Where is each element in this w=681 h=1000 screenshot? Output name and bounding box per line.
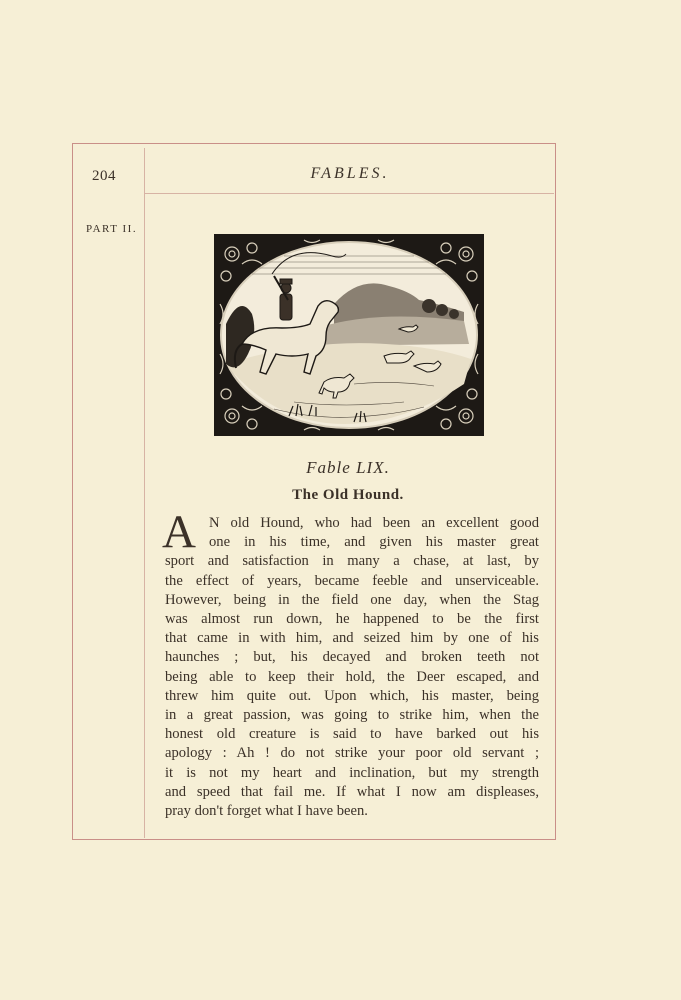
text-line: threw him quite out. Upon which, his master, being bbox=[165, 687, 539, 704]
text-line: and speed that fail me. If what I now am displeases, bbox=[165, 783, 539, 800]
text-line: that came in with him, and seized him by one of his bbox=[165, 630, 539, 647]
text-line: being able to keep their hold, the Deer escaped, and bbox=[165, 668, 539, 685]
page-number: 204 bbox=[92, 168, 116, 184]
text-line: was almost run down, he happened to be the first bbox=[165, 611, 539, 628]
text-line: in a great passion, was going to strike him, when the bbox=[165, 707, 539, 724]
text-line: N old Hound, who had been an excellent good bbox=[209, 515, 539, 531]
text-line: the effect of years, became feeble and unserviceable. bbox=[165, 572, 539, 589]
hunting-scene-illustration bbox=[214, 234, 484, 436]
margin-rule bbox=[144, 148, 145, 838]
header-rule bbox=[144, 193, 554, 194]
fable-number: Fable LIX. bbox=[306, 458, 390, 477]
fable-text bbox=[165, 514, 539, 821]
fable-title: The Old Hound. bbox=[292, 487, 404, 503]
text-line: However, being in the field one day, when the Stag bbox=[165, 591, 539, 608]
text-line: it is not my heart and inclination, but my strength bbox=[165, 764, 539, 781]
text-line: haunches ; but, his decayed and broken teeth not bbox=[165, 649, 539, 666]
running-head: FABLES. bbox=[310, 165, 390, 182]
text-line: sport and satisfaction in many a chase, at last, by bbox=[165, 553, 539, 570]
text-line: honest old creature is said to have barked out his bbox=[165, 726, 539, 743]
part-label: PART II. bbox=[86, 223, 138, 235]
text-line: apology : Ah ! do not strike your poor old servant ; bbox=[165, 745, 539, 762]
text-line: one in his time, and given his master great bbox=[209, 534, 539, 551]
drop-cap: A bbox=[162, 506, 196, 558]
text-line: pray don't forget what I have been. bbox=[165, 803, 368, 820]
